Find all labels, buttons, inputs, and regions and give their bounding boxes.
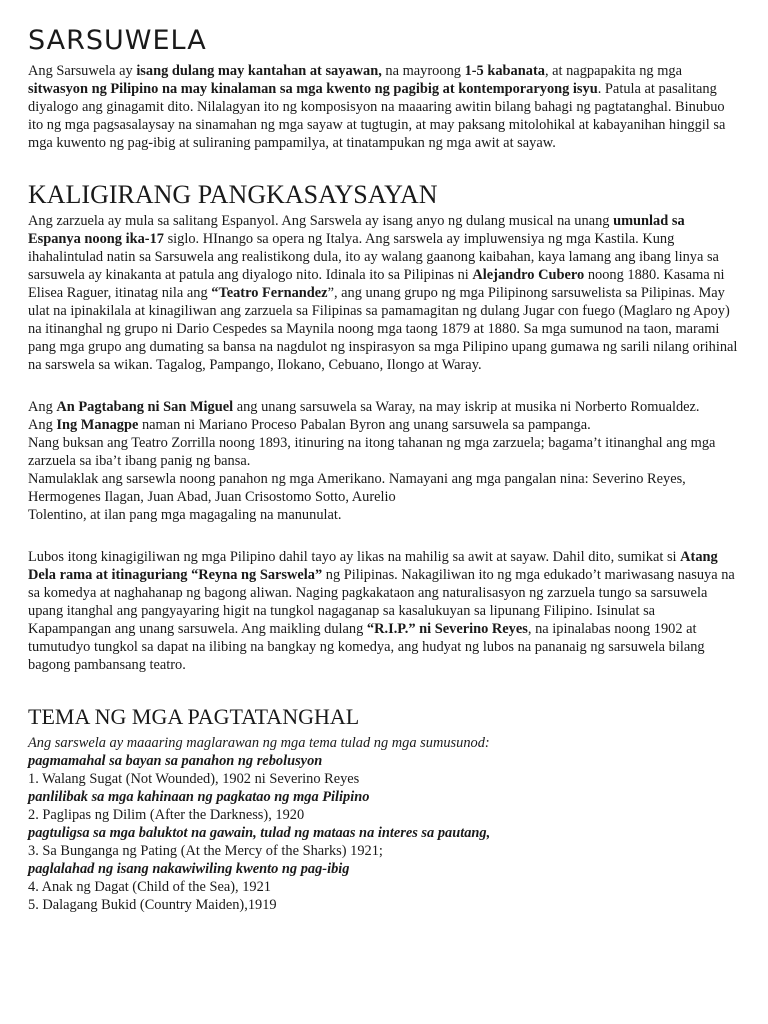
theme-line: pagmamahal sa bayan sa panahon ng rebolusyon — [28, 753, 323, 769]
list-item: 1. Walang Sugat (Not Wounded), 1902 ni Severino Reyes — [28, 771, 360, 787]
heading-kaligirang-pangkasaysayan: KALIGIRANG PANGKASAYSAYAN — [28, 180, 438, 209]
theme-line: panlilibak sa mga kahinaan ng pagkatao ng mga Pilipino — [28, 789, 370, 805]
paragraph-reyna-ng-sarswela: Lubos itong kinagigiliwan ng mga Pilipino dahil tayo ay likas na mahilig sa awit at sayaw. Dahil dito, sumikat si Atang Dela rama at itinaguriang “Reyna ng Sarswela” ng Pilipinas. Nakagiliwan ito ng mga edukado’t mariwasang nasuya na sa komedya at naghahanap ng bagong aliwan. Naging pagkakataon ang naturalisasyon ng zarzuela tungo sa sarsuwela upang itanghal ang pangyayaring higit na tungkol nagaganap sa kasalukuyan sa lipunang Filipino. Isinulat sa Kapampangan ang unang sarsuwela. Ang maikling dulang “R.I.P.” ni Severino Reyes, na ipinalabas noong 1902 at tumutudyo tungkol sa dapat na ilibing na bangkay ng komedya, ang hudyat ng lubos na pananaig ng sarsuwela bilang bagong pambansang teatro. — [28, 549, 735, 673]
paragraph-teatro-zorrilla: Nang buksan ang Teatro Zorrilla noong 1893, itinuring na itong tahanan ng mga zarzuela; bagama’t itinanghal ang mga zarzuela sa iba’t ibang panig ng bansa. — [28, 435, 716, 469]
heading-tema-ng-mga-pagtatanghal: TEMA NG MGA PAGTATANGHAL — [28, 704, 360, 729]
list-item: 5. Dalagang Bukid (Country Maiden),1919 — [28, 897, 277, 913]
paragraph-americans: Namulaklak ang sarsewla noong panahon ng mga Amerikano. Namayani ang mga pangalan nina: Severino Reyes, Hermogenes Ilagan, Juan Abad, Juan Crisostomo Sotto, Aurelio — [28, 471, 686, 505]
document-page — [28, 26, 740, 914]
heading-sarsuwela: SARSUWELA — [28, 25, 207, 56]
theme-line: pagtuligsa sa mga baluktot na gawain, tulad ng mataas na interes sa pautang, — [28, 825, 491, 841]
paragraph-history: Ang zarzuela ay mula sa salitang Espanyol. Ang Sarswela ay isang anyo ng dulang musical na unang umunlad sa Espanya noong ika-17 siglo. HInango sa opera ng Italya. Ang sarswela ay impluwensiya ng mga Kastila. Kung ihahalintulad natin sa Sarsuwela ang realistikong dula, ito ay walang gaanong kaibahan, kaya lamang ang ibang linya sa sarsuwela ay kinakanta at patula ang diyalogo nito. Idinala ito sa Pilipinas ni Alejandro Cubero noong 1880. Kasama ni Elisea Raguer, itinatag nila ang “Teatro Fernandez”, ang unang grupo ng mga Pilipinong sarsuwelista sa Pilipinas. May ulat na ipinakilala at kinagiliwan ang zarzuela sa Filipinas sa pamamagitan ng dulang Jugar con fuego (Maglaro ng Apoy) na itinanghal ng grupo ni Dario Cespedes sa Maynila noong mga taong 1879 at 1880. Sa mga sumunod na taon, marami pang mga grupo ang dumating sa bansa na nagdulot ng inspirasyon sa mga Pilipino upang gumawa ng sarili nilang orihinal na sarswela sa wikan. Tagalog, Pampango, Ilokano, Cebuano, Ilongo at Waray. — [28, 213, 738, 373]
paragraph-sarsuwela-definition: Ang Sarsuwela ay isang dulang may kantahan at sayawan, na mayroong 1-5 kabanata, at nagpapakita ng mga sitwasyon ng Pilipino na may kinalaman sa mga kwento ng pagibig at kontemporaryong isyu. Patula at pasalitang diyalogo ang ginagamit dito. Nilalagyan ito ng komposisyon na maaaring awitin bilang bahagi ng pagtatanghal. Binubuo ito ng mga pagsasalaysay na sinamahan ng mga sayaw at tugtugin, at may paksang mitolohikal at kabayanihan hinggil sa mga kuwento ng pag-ibig at suliraning pampamilya, at tinatampukan ng mga awit at sayaw. — [28, 63, 726, 151]
theme-line: paglalahad ng isang nakawiwiling kwento ng pag-ibig — [28, 861, 350, 877]
paragraph-waray: Ang An Pagtabang ni San Miguel ang unang sarsuwela sa Waray, na may iskrip at musika ni Norberto Romualdez. — [28, 399, 700, 415]
themes-intro: Ang sarswela ay maaaring maglarawan ng mga tema tulad ng mga sumusunod: — [28, 735, 490, 751]
paragraph-pampanga: Ang Ing Managpe naman ni Mariano Proceso Pabalan Byron ang unang sarsuwela sa pampanga. — [28, 417, 591, 433]
paragraph-writers: Tolentino, at ilan pang mga magagaling na manunulat. — [28, 507, 342, 523]
list-item: 4. Anak ng Dagat (Child of the Sea), 1921 — [28, 879, 271, 895]
list-item: 2. Paglipas ng Dilim (After the Darkness), 1920 — [28, 807, 305, 823]
list-item: 3. Sa Bunganga ng Pating (At the Mercy of the Sharks) 1921; — [28, 843, 383, 859]
